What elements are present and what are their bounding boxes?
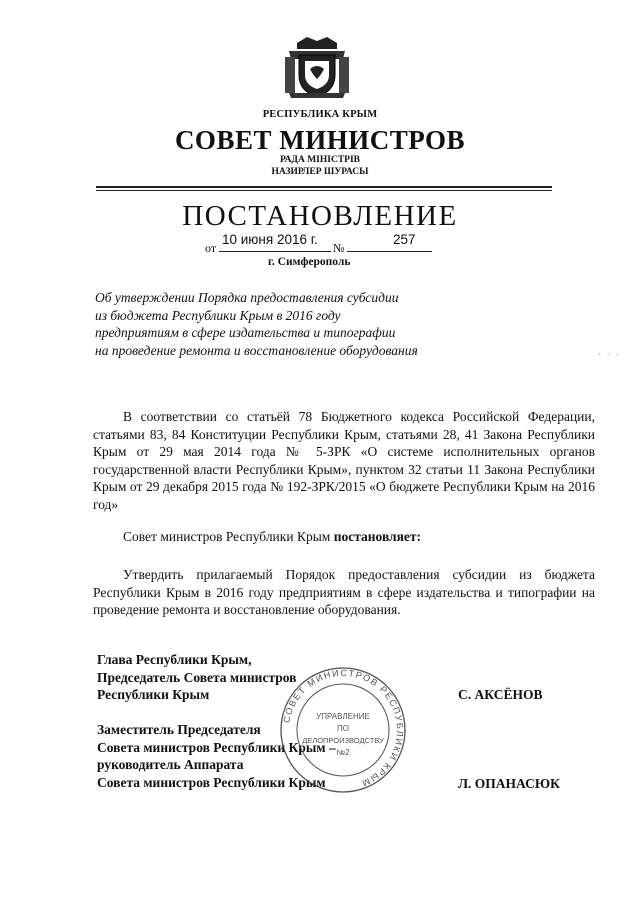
document-number: 257 bbox=[393, 232, 416, 247]
resolves-keyword: постановляет: bbox=[333, 529, 422, 544]
document-date: 10 июня 2016 г. bbox=[222, 232, 318, 247]
date-prefix: от bbox=[205, 241, 217, 255]
stamp-outer-text: СОВЕТ МИНИСТРОВ РЕСПУБЛИКИ КРЫМ bbox=[281, 667, 406, 789]
number-prefix: № bbox=[333, 241, 345, 255]
republic-name: РЕСПУБЛИКА КРЫМ bbox=[262, 109, 378, 120]
subject-line: из бюджета Республики Крым в 2016 году bbox=[95, 307, 341, 323]
official-stamp bbox=[278, 665, 408, 795]
signatory-2-line: Совета министров Республики Крым bbox=[97, 774, 326, 790]
operative-paragraph: Утвердить прилагаемый Порядок предоставления субсидии из бюджета Республики Крым в 2016 году предприятиям в сфере издательства и типографии на проведение ремонта и восстановление оборудования. bbox=[93, 567, 595, 618]
council-name-ua: РАДА МІНІСТРІВ bbox=[279, 155, 360, 165]
document-city: г. Симферополь bbox=[268, 256, 351, 268]
number-underline bbox=[347, 251, 432, 252]
signatory-1-line: Республики Крым bbox=[97, 687, 210, 702]
signatory-2-name: Л. ОПАНАСЮК bbox=[458, 776, 560, 791]
resolves-lead: Совет министров Республики Крым bbox=[123, 529, 334, 544]
subject-line: Об утверждении Порядка предоставления субсидии bbox=[95, 290, 399, 305]
council-name-crh: НАЗИРЛЕР ШУРАСЫ bbox=[271, 167, 369, 177]
preamble-paragraph: В соответствии со статьёй 78 Бюджетного кодекса Российской Федерации, статьями 83, 84 Конституции Республики Крым, статьями 28, 41 Закона Республики Крым от 29 мая 2014 года № 5-ЗРК «О системе исполнительных органов государственной власти Республики Крым», пунктом 32 статьи 11 Закона Республики Крым от 29 декабря 2015 года № 192-ЗРК/2015 «О бюджете Республики Крым на 2016 год» bbox=[93, 409, 595, 512]
stamp-line-1: УПРАВЛЕНИЕ bbox=[316, 712, 370, 721]
council-name: СОВЕТ МИНИСТРОВ bbox=[174, 125, 466, 155]
document-type: ПОСТАНОВЛЕНИЕ bbox=[182, 200, 458, 232]
signatory-2-line: Совета министров Республики Крым – bbox=[97, 739, 336, 755]
signatory-1-line: Председатель Совета министров bbox=[97, 669, 297, 685]
stamp-line-2: ПО bbox=[337, 724, 349, 733]
date-underline bbox=[219, 251, 331, 252]
signatory-2-line: Заместитель Председателя bbox=[97, 722, 261, 737]
document-subject bbox=[95, 289, 418, 359]
stamp-line-4: №2 bbox=[336, 748, 350, 757]
resolves-paragraph bbox=[93, 528, 595, 546]
scan-artifact: . . . bbox=[598, 347, 621, 358]
signatory-1-title bbox=[97, 651, 296, 704]
header-rule-thin bbox=[96, 190, 552, 191]
header-rule bbox=[96, 186, 552, 188]
subject-line: на проведение ремонта и восстановление оборудования bbox=[95, 342, 418, 358]
crimea-coat-of-arms-icon bbox=[283, 35, 351, 99]
subject-line: предприятиям в сфере издательства и типографии bbox=[95, 325, 396, 340]
signatory-2-line: руководитель Аппарата bbox=[97, 757, 244, 772]
stamp-line-3: ДЕЛОПРОИЗВОДСТВУ bbox=[302, 736, 384, 745]
signatory-1-line: Глава Республики Крым, bbox=[97, 652, 252, 667]
signatory-1-name: С. АКСЁНОВ bbox=[458, 687, 543, 702]
